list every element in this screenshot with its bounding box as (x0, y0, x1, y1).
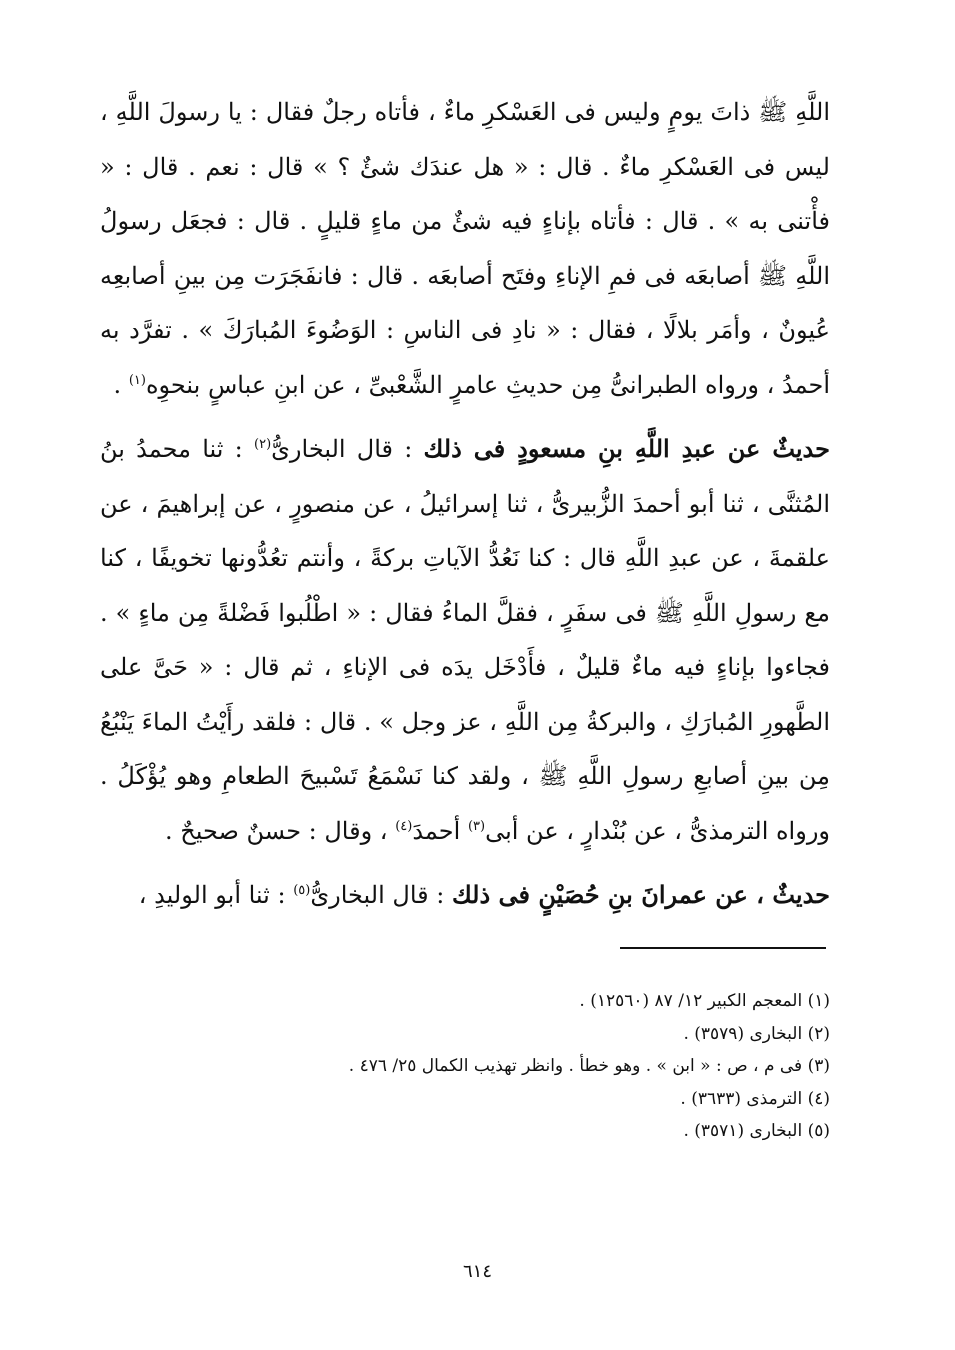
paragraph-3-intro: : قال البخارىُّ (310, 881, 452, 909)
footnote-ref-3[interactable]: (٣) (467, 818, 486, 834)
paragraph-2-body: : ثنا محمدُ بنُ المُثنَّى ، ثنا أبو أحمدَ الزُّبيرىُّ ، ثنا إسرائيلُ ، عن منصورٍ ، عن إبراهيمَ ، عن علقمةَ ، عن عبدِ اللَّهِ قال : كنا نَعُدُّ الآياتِ بركةً ، وأنتم تعُدُّونها تخويفًا ، كنا مع رسولِ اللَّهِ ﷺ فى سفَرٍ ، فقلَّ الماءُ فقال : « اطْلُبوا فَضْلةً مِن ماءٍ » . فجاءوا بإناءٍ فيه ماءٌ قليلٌ ، فأَدْخَل يدَه فى الإناءِ ، ثم قال : « حَىَّ على الطَّهورِ المُبارَكِ ، والبركةُ مِن اللَّهِ ، عز وجل » . قال : فلقد رأَيْتُ الماءَ يَنْبُعُ مِن بينِ أصابعِ رسولِ اللَّهِ ﷺ ، ولقد كنا نَسْمَعُ تَسْبيحَ الطعامِ وهو يُؤْكَلُ . ورواه الترمذىُّ ، عن بُنْدارٍ ، عن أبى (100, 435, 830, 845)
footnote-divider (620, 947, 826, 949)
footnotes (300, 985, 830, 1148)
paragraph-3-heading: حديثٌ ، عن عمرانَ بنِ حُصَيْنٍ فى ذلك (451, 880, 830, 909)
footnote-1: (١) المعجم الكبير ١٢/ ٨٧ (١٢٥٦٠) . (579, 991, 830, 1011)
paragraph-2-heading: حديثٌ عن عبدِ اللَّهِ بنِ مسعودٍ فى ذلك (423, 434, 830, 463)
paragraph-1 (100, 85, 830, 412)
footnote-ref-1[interactable]: (١) (128, 372, 146, 388)
paragraph-1-text: اللَّهِ ﷺ ذاتَ يومٍ وليس فى العَسْكرِ ماءٌ ، فأتاه رجلٌ فقال : يا رسولَ اللَّهِ ، ليس فى العَسْكرِ ماءٌ . قال : « هل عندَك شئٌ ؟ » قال : نعم . قال : « فأْتنى به » . قال : فأتاه بإناءٍ فيه شئٌ من ماءٍ قليلٍ . قال : فجعَل رسولُ اللَّهِ ﷺ أصابعَه فى فمِ الإناءِ وفتَح أصابعَه . قال : فانفَجَرَت مِن بينِ أصابعِه عُيونٌ ، وأمَر بلالًا ، فقال : « نادِ فى الناسِ : الوَضُوءَ المُبارَكَ » . تفرَّد به أحمدُ ، ورواه الطبرانىُّ مِن حديثِ عامرٍ الشَّعْبىِّ ، عن ابنِ عباسٍ بنحوِه (100, 98, 830, 399)
footnote-ref-2[interactable]: (٢) (254, 437, 272, 452)
paragraph-2-tail: ، وقال : حسنٌ صحيحٌ . (165, 816, 396, 845)
footnote-ref-4[interactable]: (٤) (395, 818, 413, 834)
footnote-4: (٤) الترمذى (٣٦٣٣) . (680, 1088, 830, 1109)
paragraph-2-name: أحمدَ (412, 816, 468, 845)
main-text (100, 85, 830, 923)
footnote-5: (٥) البخارى (٣٥٧١) . (683, 1121, 830, 1141)
footnote-ref-5[interactable]: (٥) (293, 883, 311, 898)
paragraph-2 (100, 422, 830, 858)
paragraph-2-intro: : قال البخارىُّ (271, 435, 424, 463)
footnote-2: (٢) البخارى (٣٥٧٩) . (683, 1023, 830, 1044)
page-number: ٦١٤ (462, 1261, 492, 1282)
paragraph-1-tail: . (113, 370, 129, 399)
paragraph-3 (100, 868, 830, 923)
footnote-3: (٣) فى م ، ص : « ابن » . وهو خطأ . وانظر تهذيب الكمال ٢٥/ ٤٧٦ . (348, 1056, 830, 1076)
paragraph-3-body: : ثنا أبو الوليدِ ، (138, 881, 294, 909)
